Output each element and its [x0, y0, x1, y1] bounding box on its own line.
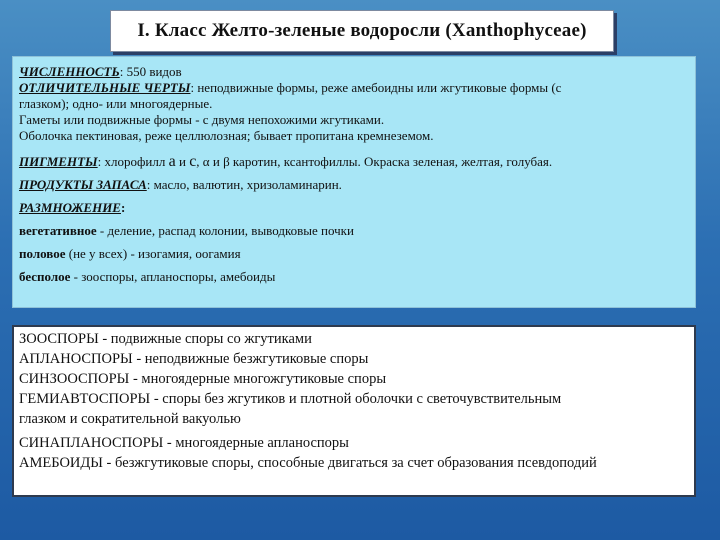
pigment-a: а	[168, 153, 176, 170]
pigments-mid: и	[175, 154, 190, 169]
asexual-label: бесполое	[19, 269, 71, 284]
pigments-line	[19, 150, 689, 173]
count-value: : 550 видов	[119, 64, 182, 79]
synzoospores-line: СИНЗООСПОРЫ - многоядерные многожгутиковые споры	[19, 371, 387, 387]
title-box	[110, 10, 614, 52]
count-line	[19, 64, 689, 80]
aplanospores-line: АПЛАНОСПОРЫ - неподвижные безжгутиковые споры	[19, 351, 369, 367]
spore-types-panel	[12, 325, 696, 497]
amoeboids-line: АМЕБОИДЫ - безжгутиковые споры, способные двигаться за счет образования псевдоподий	[19, 455, 597, 471]
synaplanospores-line: СИНАПЛАНОСПОРЫ - многоядерные апланоспоры	[19, 435, 349, 451]
gametes-line: Гаметы или подвижные формы - с двумя непохожими жгутиками.	[19, 112, 385, 127]
vegetative-label: вегетативное	[19, 223, 97, 238]
characteristics-panel	[12, 56, 696, 308]
pigments-label: ПИГМЕНТЫ	[19, 154, 98, 169]
hemiautospores-line: ГЕМИАВТОСПОРЫ - споры без жгутиков и плотной оболочки с светочувствительным	[19, 391, 562, 407]
reproduction-label: РАЗМНОЖЕНИЕ	[19, 200, 121, 215]
storage-label: ПРОДУКТЫ ЗАПАСА	[19, 177, 147, 192]
sexual-text: (не у всех) - изогамия, оогамия	[65, 246, 241, 261]
features-text: : неподвижные формы, реже амебоидны или жгутиковые формы (с	[190, 80, 562, 95]
sexual-line	[19, 242, 689, 265]
storage-text: : масло, валютин, хризоламинарин.	[146, 177, 342, 192]
zoospores-line: ЗООСПОРЫ - подвижные споры со жгутиками	[19, 331, 312, 347]
wall-line: Оболочка пектиновая, реже целлюлозная; бывает пропитана кремнеземом.	[19, 128, 434, 143]
count-label: ЧИСЛЕННОСТЬ	[19, 64, 120, 79]
storage-line	[19, 173, 689, 196]
hemiautospores-line-2: глазком и сократительной вакуолью	[19, 411, 241, 427]
sexual-label: половое	[19, 246, 66, 261]
reproduction-colon: :	[120, 200, 126, 215]
features-line-2: глазком); одно- или многоядерные.	[19, 96, 213, 111]
asexual-text: - зооспоры, апланоспоры, амебоиды	[70, 269, 276, 284]
vegetative-line	[19, 219, 689, 242]
vegetative-text: - деление, распад колонии, выводковые почки	[96, 223, 354, 238]
reproduction-line	[19, 196, 689, 219]
pigment-c: с	[189, 153, 197, 170]
asexual-line	[19, 265, 689, 288]
pigments-pre: : хлорофилл	[97, 154, 169, 169]
features-label: ОТЛИЧИТЕЛЬНЫЕ ЧЕРТЫ	[19, 80, 191, 95]
slide-title: I. Класс Желто-зеленые водоросли (Xanthophyceae)	[137, 20, 587, 41]
pigments-rest: , α и β каротин, ксантофиллы. Окраска зеленая, желтая, голубая.	[196, 154, 553, 169]
features-line	[19, 80, 689, 96]
